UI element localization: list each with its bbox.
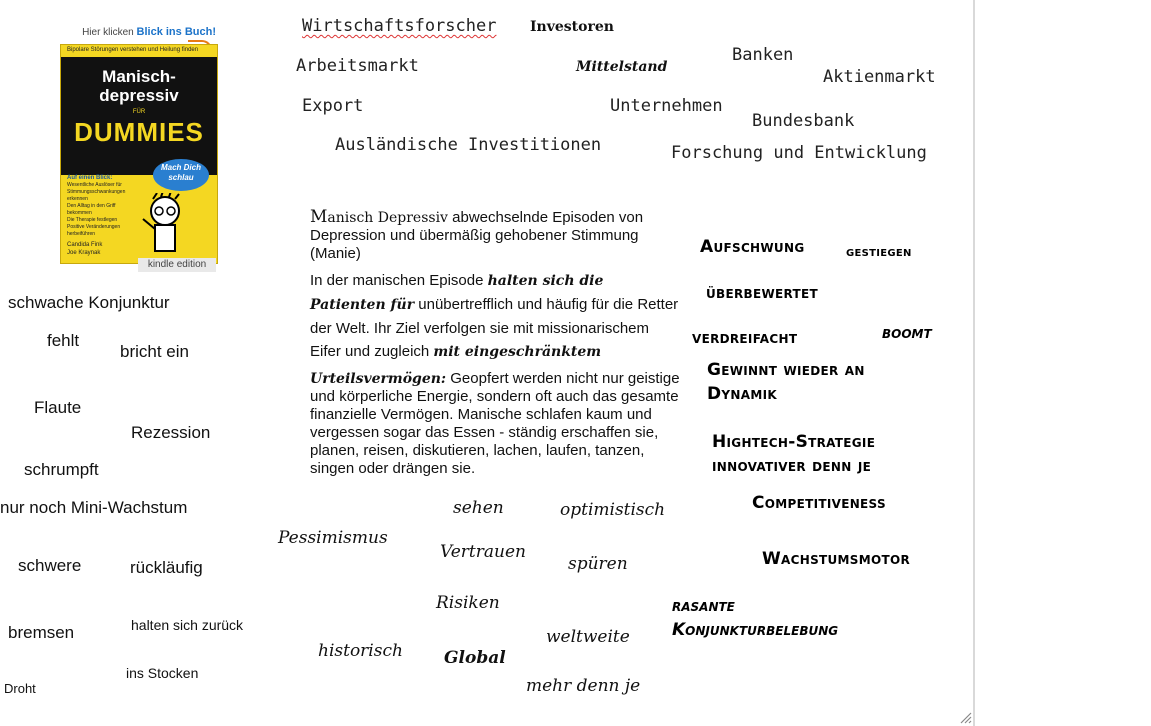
word-arbeitsmarkt[interactable]: Arbeitsmarkt: [296, 56, 419, 76]
book-list-item: Die Therapie festlegen: [67, 217, 118, 223]
word-pessimismus[interactable]: Pessimismus: [278, 528, 388, 548]
word-droht[interactable]: Droht: [4, 681, 36, 696]
word-verdreifacht[interactable]: verdreifacht: [692, 328, 798, 348]
resize-grip-icon[interactable]: [958, 710, 972, 724]
word-flaute[interactable]: Flaute: [34, 398, 82, 417]
word-schrumpft[interactable]: schrumpft: [24, 460, 99, 479]
word-rasante-line2[interactable]: Konjunkturbelebung: [672, 620, 839, 640]
word-auslaendische-investitionen[interactable]: Ausländische Investitionen: [335, 135, 602, 155]
word-boomt[interactable]: boomt: [882, 323, 932, 343]
word-global[interactable]: Global: [444, 648, 506, 668]
word-mehr-denn-je[interactable]: mehr denn je: [526, 676, 641, 696]
book-list-item: Wesentliche Auslöser für Stimmungsschwankungen erkennen: [67, 182, 126, 202]
p1-term: anisch Depressiv: [327, 210, 448, 226]
dummies-character-icon: [141, 193, 189, 255]
word-historisch[interactable]: historisch: [318, 641, 403, 661]
word-weltweite[interactable]: weltweite: [546, 627, 630, 647]
hint-prefix: Hier klicken: [82, 27, 134, 38]
kindle-edition-label: kindle edition: [138, 258, 216, 272]
word-investoren[interactable]: Investoren: [530, 19, 614, 35]
p1-rest: abwechselnde Episoden von Depression und übermäßig gehobener Stimmung (Manie): [310, 209, 644, 262]
word-aufschwung[interactable]: Aufschwung: [700, 237, 805, 257]
word-export[interactable]: Export: [302, 96, 364, 116]
p3-a: Urteilsvermögen:: [310, 371, 447, 387]
word-gestiegen[interactable]: gestiegen: [846, 244, 912, 260]
word-risiken[interactable]: Risiken: [436, 593, 500, 613]
book-title-line1: Manisch-: [102, 67, 176, 86]
word-banken[interactable]: Banken: [732, 45, 794, 65]
book-badge: Mach Dich schlau: [153, 159, 209, 191]
word-schwache-konjunktur[interactable]: schwache Konjunktur: [8, 293, 170, 312]
word-wachstumsmotor[interactable]: Wachstumsmotor: [762, 549, 911, 569]
word-gewinnt-line1[interactable]: Gewinnt wieder an: [707, 360, 865, 380]
word-hightech-line1[interactable]: Hightech-Strategie: [712, 432, 876, 452]
dummies-logo: DUMMIES: [74, 117, 204, 147]
book-author2: Joe Kraynak: [67, 250, 101, 256]
p1-initial: M: [310, 207, 328, 227]
word-mittelstand[interactable]: Mittelstand: [576, 59, 668, 75]
p3-b: Geopfert werden nicht nur geistige und körperliche Energie, sondern oft auch das gesamte finanzielle Vermögen. Manische schlafen kaum und vergessen sogar das Essen - ständig erschaffen sie, planen, reisen, diskutieren, lachen, laufen, tanzen, singen oder drängen sie.: [310, 370, 680, 477]
p2-b: halten sich die Patienten für: [310, 273, 604, 313]
word-rasante-line1[interactable]: rasante: [672, 596, 735, 616]
word-aktienmarkt[interactable]: Aktienmarkt: [823, 67, 936, 87]
word-forschung-entwicklung[interactable]: Forschung und Entwicklung: [671, 143, 927, 163]
book-author1: Candida Fink: [67, 242, 103, 248]
word-spueren[interactable]: spüren: [568, 554, 628, 574]
word-schwere[interactable]: schwere: [18, 556, 82, 575]
word-ins-stocken[interactable]: ins Stocken: [126, 665, 199, 681]
word-ruecklaeufig[interactable]: rückläufig: [130, 558, 203, 577]
word-sehen[interactable]: sehen: [453, 498, 504, 518]
word-bremsen[interactable]: bremsen: [8, 623, 75, 642]
book-cover-image[interactable]: [58, 22, 216, 272]
word-bundesbank[interactable]: Bundesbank: [752, 111, 855, 131]
word-halten-sich-zurueck[interactable]: halten sich zurück: [131, 617, 244, 633]
book-list: [67, 175, 137, 238]
book-list-item: Den Alltag in den Griff bekommen: [67, 203, 116, 216]
book-list-head: Auf einen Blick:: [67, 175, 113, 181]
definition-text-block[interactable]: [310, 208, 682, 478]
word-ueberbewertet[interactable]: überbewertet: [706, 283, 818, 303]
word-hightech-line2[interactable]: innovativer denn je: [712, 456, 872, 476]
paragraph-2: [310, 269, 682, 364]
word-wirtschaftsforscher[interactable]: Wirtschaftsforscher: [302, 16, 497, 36]
word-unternehmen[interactable]: Unternehmen: [610, 96, 723, 116]
word-optimistisch[interactable]: optimistisch: [560, 500, 666, 520]
paragraph-1: [310, 208, 682, 263]
hint-strong: Blick ins Buch!: [136, 26, 216, 38]
word-competitiveness[interactable]: Competitiveness: [752, 493, 886, 513]
word-vertrauen[interactable]: Vertrauen: [440, 542, 526, 562]
word-bricht-ein[interactable]: bricht ein: [120, 342, 189, 361]
p2-a: In der manischen Episode: [310, 272, 488, 289]
word-fehlt[interactable]: fehlt: [47, 331, 80, 350]
p2-d: mit eingeschränktem: [433, 344, 602, 360]
word-rezession[interactable]: Rezession: [131, 423, 211, 442]
book-title-line2: depressiv: [99, 86, 179, 105]
word-mini-wachstum[interactable]: nur noch Mini-Wachstum: [0, 498, 188, 517]
book-cover: [60, 44, 218, 264]
book-list-item: Positive Veränderungen herbeiführen: [67, 224, 121, 237]
p2-c: unübertrefflich und häufig für die Retter der Welt. Ihr Ziel verfolgen sie mit missionarischem Eifer und zugleich: [310, 296, 679, 360]
canvas-right-border: [973, 0, 975, 726]
book-subtitle: Bipolare Störungen verstehen und Heilung finden: [67, 47, 199, 53]
paragraph-3: [310, 370, 682, 478]
book-authors: [67, 241, 102, 257]
book-fuer: FÜR: [132, 109, 146, 115]
word-gewinnt-line2[interactable]: Dynamik: [707, 384, 777, 404]
book-title-panel: [61, 57, 217, 175]
